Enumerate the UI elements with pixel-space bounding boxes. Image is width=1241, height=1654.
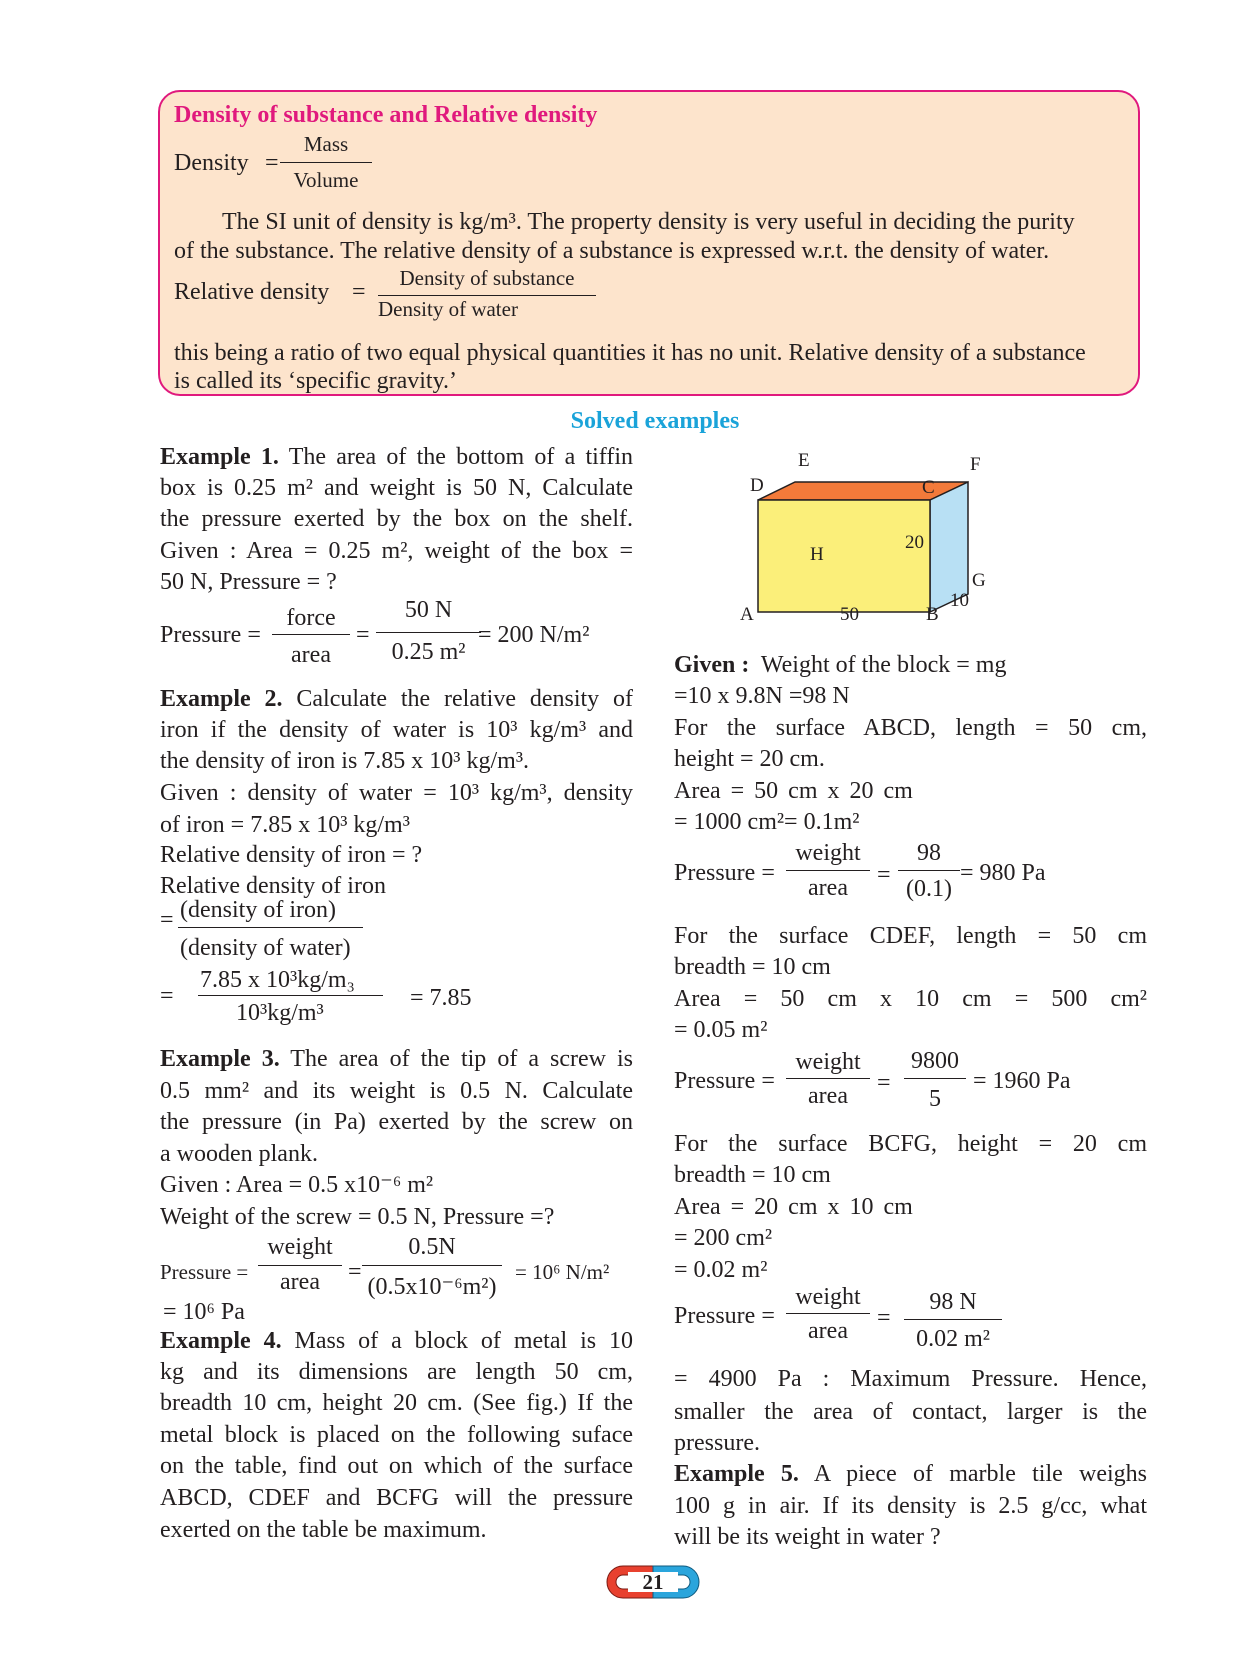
pressure-1-area: area [808,875,848,901]
example-2-line-3: the density of iron is 7.85 x 10³ kg/m³. [160,748,530,774]
right-line-17: smaller the area of contact, larger is the [674,1399,1147,1425]
box-title: Density of substance and Relative density [174,102,598,128]
example-1-heading: Example 1. [160,444,279,470]
label-f: F [970,454,981,475]
example-4-line-7: exerted on the table be maximum. [160,1517,487,1543]
example-2-line-2: iron if the density of water is 10³ kg/m³ and [160,717,633,743]
example-3-line-3: the pressure (in Pa) exerted by the screw on [160,1109,633,1135]
dimension-breadth: 10 [950,590,969,611]
label-a: A [740,604,754,625]
pressure-1-label: Pressure = [674,860,775,886]
pressure-3-fraction-bar-2 [904,1319,1002,1320]
example-2-denominator: 10³kg/m³ [236,1000,324,1026]
label-e: E [798,450,810,471]
density-numerator: Mass [303,132,349,156]
pressure-2-fraction-bar-1 [786,1078,870,1079]
right-line-9: Area = 50 cm x 10 cm = 500 cm² [674,986,1147,1012]
example-1-text: The area of the bottom of a tiffin [288,444,633,470]
example-1-line-2: box is 0.25 m² and weight is 50 N, Calculate [160,475,633,501]
pressure-3-weight: weight [795,1284,861,1310]
example-1-area: area [291,642,331,668]
box-paragraph-1-line-2: of the substance. The relative density of a substance is expressed w.r.t. the density of water. [174,238,1050,264]
pressure-3-label: Pressure = [674,1303,775,1329]
right-line-8: breadth = 10 cm [674,954,831,980]
example-3-final: = 10⁶ Pa [163,1299,245,1325]
example-2-result: = 7.85 [410,985,472,1011]
right-line-7: For the surface CDEF, length = 50 cm [674,923,1147,949]
example-2-density-iron: (density of iron) [180,897,336,923]
page-number-badge [603,1563,703,1601]
example-1-line-3: the pressure exerted by the box on the shelf. [160,506,633,532]
example-5-line-1 [674,1459,1147,1490]
density-fraction-bar [280,162,372,163]
right-line-14: = 200 cm² [674,1225,773,1251]
example-3-area: area [280,1269,320,1295]
example-3-line-4: a wooden plank. [160,1141,318,1167]
pressure-3-fraction-bar-1 [786,1313,870,1314]
example-1-fraction-bar-1 [272,634,350,635]
right-line-12: breadth = 10 cm [674,1162,831,1188]
example-4-line-6: ABCD, CDEF and BCFG will the pressure [160,1485,633,1511]
relative-density-numerator: Density of substance [399,266,575,290]
pressure-2-area: area [808,1083,848,1109]
example-3-area-value: (0.5x10⁻⁶m²) [367,1274,497,1300]
pressure-2-9800: 9800 [911,1048,959,1074]
example-1-line-1 [160,442,633,473]
right-line-16: = 4900 Pa : Maximum Pressure. Hence, [674,1366,1147,1392]
example-1-50n: 50 N [404,597,453,623]
example-1-line-5: 50 N, Pressure = ? [160,569,337,595]
right-line-15: = 0.02 m² [674,1257,768,1283]
right-line-13: Area = 20 cm x 10 cm [674,1194,913,1220]
example-2-numerator: 7.85 x 10³kg/m₃ [200,967,355,993]
box-paragraph-2-line-1: this being a ratio of two equal physical quantities it has no unit. Relative density of a substance [174,340,1086,366]
example-2-equals-2: = [160,983,174,1009]
example-1-force: force [286,605,336,631]
pressure-2-5: 5 [929,1086,941,1112]
page-number: 21 [642,1570,664,1594]
section-title: Solved examples [570,408,740,434]
right-line-10: = 0.05 m² [674,1017,768,1043]
example-3-line-6: Weight of the screw = 0.5 N, Pressure =? [160,1204,555,1230]
relative-density-equals: = [352,279,366,305]
example-4-line-1 [160,1326,633,1357]
example-4-text: Mass of a block of metal is 10 [294,1328,634,1354]
box-paragraph-2-line-2: is called its ‘specific gravity.’ [174,368,458,394]
example-3-result: = 10⁶ N/m² [515,1260,610,1284]
example-4-line-3: breadth 10 cm, height 20 cm. (See fig.) If the [160,1390,633,1416]
example-1-025m2: 0.25 m² [391,639,466,665]
example-3-line-5: Given : Area = 0.5 x10⁻⁶ m² [160,1172,434,1198]
pressure-1-equals: = [877,862,891,888]
example-3-weight: weight [267,1234,333,1260]
example-3-fraction-bar-2 [362,1265,502,1266]
pressure-3-equals: = [877,1305,891,1331]
block-front-face [758,500,930,612]
example-3-line-2: 0.5 mm² and its weight is 0.5 N. Calculate [160,1078,633,1104]
example-2-line-5: of iron = 7.85 x 10³ kg/m³ [160,812,410,838]
relative-density-label: Relative density [174,279,330,305]
density-label: Density [174,150,249,176]
density-denominator: Volume [293,168,359,192]
pressure-1-weight: weight [795,840,861,866]
example-2-line-4: Given : density of water = 10³ kg/m³, density [160,780,633,806]
pressure-2-equals: = [877,1070,891,1096]
example-3-text: The area of the tip of a screw is [290,1046,634,1072]
example-2-density-water: (density of water) [180,935,351,961]
dimension-height: 20 [905,532,924,553]
right-line-2: =10 x 9.8N =98 N [674,683,850,709]
metal-block-figure [740,440,1000,630]
label-g: G [972,570,986,591]
example-1-equals: = [356,622,370,648]
example-2-equals-1: = [160,907,174,933]
example-2-line-7: Relative density of iron [160,873,386,899]
example-2-line-6: Relative density of iron = ? [160,842,423,868]
example-2-line-1 [160,684,633,715]
dimension-length: 50 [840,604,859,625]
example-3-fraction-bar-1 [258,1265,342,1266]
box-paragraph-1-line-1: The SI unit of density is kg/m³. The property density is very useful in deciding the purity [222,209,1075,235]
given-text: Weight of the block = mg [760,652,1007,678]
given-heading: Given : [674,652,750,678]
pressure-1-98: 98 [917,840,941,866]
right-line-3: For the surface ABCD, length = 50 cm, [674,715,1147,741]
right-line-given [674,650,1147,681]
pressure-2-result: = 1960 Pa [973,1068,1071,1094]
example-3-pressure-label: Pressure = [160,1260,249,1284]
pressure-3-area: area [808,1318,848,1344]
example-5-text: A piece of marble tile weighs [813,1461,1148,1487]
example-1-line-4: Given : Area = 0.25 m², weight of the box = [160,538,633,564]
pressure-1-result: = 980 Pa [960,860,1046,886]
pressure-1-fraction-bar-1 [786,870,870,871]
example-4-line-4: metal block is placed on the following suface [160,1422,633,1448]
label-b: B [926,604,939,625]
label-c: C [922,477,935,498]
example-5-heading: Example 5. [674,1461,799,1487]
example-1-result: = 200 N/m² [478,622,590,648]
density-equals: = [265,150,279,176]
pressure-3-002m2: 0.02 m² [916,1326,990,1352]
pressure-3-98n: 98 N [929,1289,977,1315]
label-d: D [750,475,764,496]
example-5-line-2: 100 g in air. If its density is 2.5 g/cc, what [674,1493,1147,1519]
right-line-6: = 1000 cm²= 0.1m² [674,809,860,835]
pressure-1-01: (0.1) [906,876,952,902]
relative-density-denominator: Density of water [378,297,518,321]
example-4-line-5: on the table, find out on which of the surface [160,1453,633,1479]
example-2-fraction-bar-1 [178,927,363,928]
example-1-pressure-label: Pressure = [160,622,261,648]
example-5-line-3: will be its weight in water ? [674,1524,941,1550]
right-line-5: Area = 50 cm x 20 cm [674,778,913,804]
example-3-heading: Example 3. [160,1046,280,1072]
right-line-18: pressure. [674,1430,760,1456]
example-2-fraction-bar-2 [198,995,383,996]
pressure-2-label: Pressure = [674,1068,775,1094]
example-1-fraction-bar-2 [376,632,481,633]
pressure-1-fraction-bar-2 [898,870,960,871]
pressure-2-fraction-bar-2 [904,1078,966,1079]
right-line-11: For the surface BCFG, height = 20 cm [674,1131,1147,1157]
example-3-equals: = [348,1259,362,1285]
example-4-heading: Example 4. [160,1328,282,1354]
example-4-line-2: kg and its dimensions are length 50 cm, [160,1359,633,1385]
right-line-4: height = 20 cm. [674,746,825,772]
example-2-text: Calculate the relative density of [296,686,634,712]
example-3-05n: 0.5N [408,1234,456,1260]
pressure-2-weight: weight [795,1049,861,1075]
label-h: H [810,544,824,565]
example-3-line-1 [160,1044,633,1075]
example-2-heading: Example 2. [160,686,283,712]
